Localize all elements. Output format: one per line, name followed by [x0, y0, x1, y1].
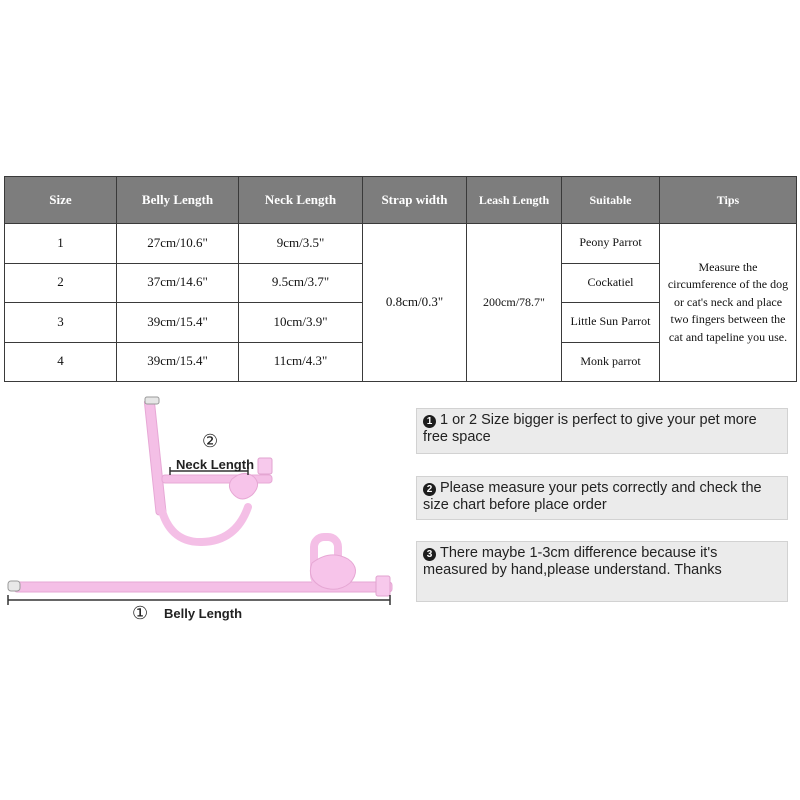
note-number-badge: 2: [423, 483, 436, 496]
neck-cell: 9.5cm/3.7": [239, 263, 363, 303]
suitable-cell: Cockatiel: [562, 263, 660, 303]
harness-diagram: [0, 395, 410, 640]
header-tips: Tips: [660, 177, 797, 224]
belly-buckle-icon: [376, 576, 390, 596]
note-number-badge: 3: [423, 548, 436, 561]
header-strap-width: Strap width: [363, 177, 467, 224]
note-text: Please measure your pets correctly and check the size chart before place order: [423, 480, 762, 513]
belly-cell: 37cm/14.6": [117, 263, 239, 303]
belly-marker: ①: [132, 603, 149, 623]
metal-ring-icon: [145, 397, 159, 404]
suitable-cell: Little Sun Parrot: [562, 303, 660, 343]
note-size-advice: [416, 408, 788, 454]
leash-length-cell: 200cm/78.7": [467, 224, 562, 382]
neck-cell: 10cm/3.9": [239, 303, 363, 343]
note-measure-advice: [416, 476, 788, 520]
belly-cell: 39cm/15.4": [117, 342, 239, 382]
neck-loop: [160, 503, 248, 542]
suitable-cell: Peony Parrot: [562, 224, 660, 264]
note-number-badge: 1: [423, 415, 436, 428]
table-header-row: [5, 177, 797, 224]
belly-cell: 27cm/10.6": [117, 224, 239, 264]
size-chart-table: [4, 176, 797, 382]
size-cell: 4: [5, 342, 117, 382]
neck-cell: 11cm/4.3": [239, 342, 363, 382]
header-leash-length: Leash Length: [467, 177, 562, 224]
size-cell: 3: [5, 303, 117, 343]
neck-marker: ②: [202, 431, 219, 451]
neck-length-label: Neck Length: [176, 457, 255, 472]
size-cell: 1: [5, 224, 117, 264]
belly-length-label: Belly Length: [164, 606, 243, 621]
neck-strap: [144, 399, 166, 515]
belly-cell: 39cm/15.4": [117, 303, 239, 343]
header-suitable: Suitable: [562, 177, 660, 224]
note-difference-advice: [416, 541, 788, 602]
tips-cell: Measure the circumference of the dog or cat's neck and place two fingers between the cat and tapeline you use.: [660, 224, 797, 382]
table-row: [5, 224, 797, 264]
header-neck-length: Neck Length: [239, 177, 363, 224]
note-text: There maybe 1-3cm difference because it's measured by hand,please understand. Thanks: [423, 545, 722, 578]
wing-decoration-icon: [310, 555, 355, 589]
note-text: 1 or 2 Size bigger is perfect to give your pet more free space: [423, 412, 757, 445]
wing-decoration-icon: [229, 473, 257, 499]
strap-clip-icon: [8, 581, 20, 591]
buckle-icon: [258, 458, 272, 474]
neck-cell: 9cm/3.5": [239, 224, 363, 264]
header-size: Size: [5, 177, 117, 224]
strap-width-cell: 0.8cm/0.3": [363, 224, 467, 382]
header-belly-length: Belly Length: [117, 177, 239, 224]
suitable-cell: Monk parrot: [562, 342, 660, 382]
size-cell: 2: [5, 263, 117, 303]
